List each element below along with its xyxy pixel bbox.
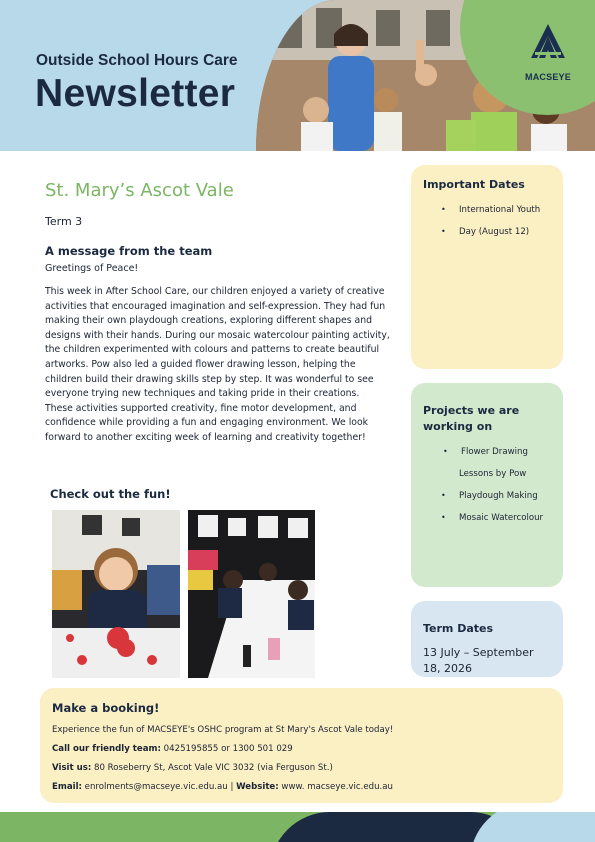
term-dates-text: 13 July – September 18, 2026 xyxy=(423,646,534,675)
list-item: • International Youth xyxy=(423,199,551,221)
page-title: Newsletter xyxy=(35,72,236,115)
gallery-heading: Check out the fun! xyxy=(50,487,171,501)
important-dates-title: Important Dates xyxy=(423,178,525,191)
logo-mark-icon xyxy=(523,22,573,66)
logo-text: MACSEYE xyxy=(525,72,571,82)
list-item: • Mosaic Watercolour xyxy=(423,507,551,529)
term-dates-title: Term Dates xyxy=(423,622,494,635)
booking-title: Make a booking! xyxy=(52,701,160,715)
photo-drawing xyxy=(188,510,315,678)
important-dates-card xyxy=(411,165,563,369)
list-item: • Playdough Making xyxy=(423,485,551,507)
term-label: Term 3 xyxy=(45,215,83,228)
header-banner xyxy=(0,0,595,151)
photo-playdough xyxy=(52,510,180,678)
message-heading: A message from the team xyxy=(45,244,213,258)
booking-phone xyxy=(52,740,551,759)
booking-address xyxy=(52,759,551,778)
greeting: Greetings of Peace! xyxy=(45,263,139,274)
important-dates-list xyxy=(423,199,551,243)
phone-numbers[interactable]: 0425195855 or 1300 501 029 xyxy=(160,744,293,754)
booking-section xyxy=(40,688,563,803)
message-body: This week in After School Care, our children enjoyed a variety of creative activities that encouraged imagination and self-expression. They had fun making their own playdough creations, exploring different shapes and designs with their hands. During our mosaic watercolour painting activity, the children experimented with colours and patterns to create beautiful artworks. Pow also led a guided flower drawing lesson, helping the children build their drawing skills step by step. It was wonderful to see everyone trying new techniques and taking pride in their creations. These activities supported creativity, fine motor development, and confidence while providing a fun and engaging environment. We look forward to another exciting week of learning and creativity together! xyxy=(45,286,390,443)
address-value: 80 Roseberry St, Ascot Vale VIC 3032 (via Ferguson St.) xyxy=(91,763,333,773)
footer-decoration xyxy=(0,812,595,842)
header-subtitle: Outside School Hours Care xyxy=(36,52,238,69)
email-label: Email: xyxy=(52,782,82,792)
projects-card xyxy=(411,383,563,587)
booking-contact xyxy=(52,778,551,797)
website-link[interactable]: www. macseye.vic.edu.au xyxy=(278,782,393,792)
list-item: • Day (August 12) xyxy=(423,221,551,243)
booking-intro: Experience the fun of MACSEYE's OSHC program at St Mary's Ascot Vale today! xyxy=(52,725,394,735)
address-label: Visit us: xyxy=(52,763,92,773)
photo-playdough-illustration xyxy=(52,510,180,678)
list-item: Lessons by Pow xyxy=(459,469,527,479)
website-label: Website: xyxy=(236,782,279,792)
macseye-logo xyxy=(519,22,577,82)
term-dates-card xyxy=(411,601,563,677)
photo-drawing-illustration xyxy=(188,510,315,678)
projects-list xyxy=(423,441,551,529)
projects-title: Projects we are working on xyxy=(423,404,520,433)
list-item: • Flower Drawing xyxy=(423,441,551,463)
school-name: St. Mary’s Ascot Vale xyxy=(45,180,234,201)
email-link[interactable]: enrolments@macseye.vic.edu.au | xyxy=(81,782,237,792)
phone-label: Call our friendly team: xyxy=(52,744,161,754)
